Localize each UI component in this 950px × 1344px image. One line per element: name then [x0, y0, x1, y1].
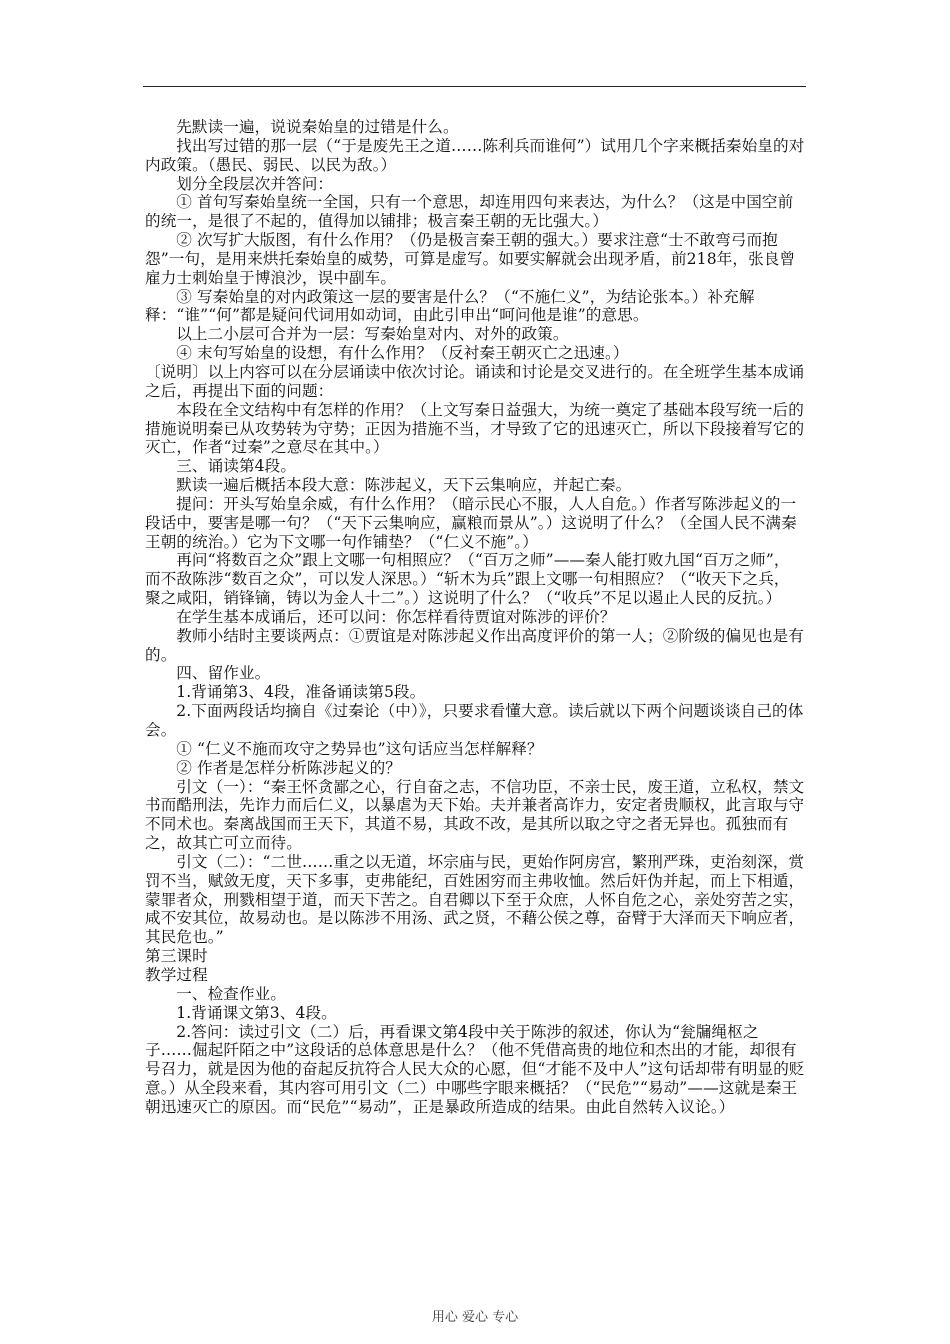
paragraph: 引文（二）：“二世……重之以无道，坏宗庙与民，更始作阿房宫，繁刑严珠，吏治刻深，赏罚不当，赋敛无度，天下多事，吏弗能纪，百姓困穷而主弗收恤。然后奸伪并起，而上下相遁，蒙罪者众，刑戮相望于道，而天下苦之。自君卿以下至于众庶，人怀自危之心，亲处穷苦之实，咸不安其位，故易动也。是以陈涉不用汤、武之贤，不藉公侯之尊，奋臂于大泽而天下响应者，其民危也。”: [145, 852, 805, 947]
paragraph: 本段在全文结构中有怎样的作用？（上文写秦日益强大，为统一奠定了基础本段写统一后的措施说明秦已从攻势转为守势；正因为措施不当，才导致了它的迅速灭亡，所以下段接着写它的灭亡，作者“过秦”之意尽在其中。）: [145, 400, 805, 457]
paragraph: 教学过程: [145, 965, 208, 984]
paragraph: ① 首句写秦始皇统一全国，只有一个意思，却连用四句来表达，为什么？（这是中国空前的统一，是很了不起的，值得加以铺排；极言秦王朝的无比强大。）: [145, 193, 794, 231]
paragraph: 1.背诵课文第3、4段。: [176, 1003, 337, 1022]
paragraph: ④ 末句写始皇的设想，有什么作用？（反衬秦王朝灭亡之迅速。）: [176, 344, 629, 363]
document-body: [145, 118, 805, 1117]
paragraph: ③ 写秦始皇的对内政策这一层的要害是什么？（“不施仁义”，为结论张本。）补充解释：“谁”“何”都是疑问代词用如动词，由此引申出“呵问他是谁”的意思。: [145, 287, 755, 325]
page-footer: 用心 爱心 专心: [431, 1310, 519, 1325]
paragraph: 在学生基本成诵后，还可以问：你怎样看待贾谊对陈涉的评价？: [176, 607, 616, 626]
paragraph: ② 作者是怎样分析陈涉起义的？: [176, 758, 401, 777]
paragraph: 默读一遍后概括本段大意：陈涉起义，天下云集响应，并起亡秦。: [176, 476, 632, 495]
paragraph: 再问“将数百之众”跟上文哪一句相照应？（“百万之师”——秦人能打败九国“百万之师”，而不敌陈涉“数百之众”，可以发人深思。）“斩木为兵”跟上文哪一句相照应？（“收天下之兵，聚之咸阳，销锋镝，铸以为金人十二”。）这说明了什么？（“收兵”不足以遏止人民的反抗。）: [145, 551, 790, 608]
paragraph: 1.背诵第3、4段，准备诵读第5段。: [176, 683, 426, 702]
paragraph: 划分全段层次并答问：: [176, 174, 334, 193]
paragraph: 四、留作业。: [176, 664, 271, 683]
paragraph: 2.下面两段话均摘自《过秦论（中）》，只要求看懂大意。读后就以下两个问题谈谈自己的体会。: [145, 702, 804, 739]
paragraph: 先默读一遍，说说秦始皇的过错是什么。: [176, 118, 459, 136]
paragraph: 一、检查作业。: [176, 984, 287, 1003]
paragraph: ② 次写扩大版图，有什么作用？（仍是极言秦王朝的强大。）要求注意“士不敢弯弓而抱怨”一句，是用来烘托秦始皇的威势，可算是虚写。如要实解就会出现矛盾，前218年，张良曾雇力士刺始皇于博浪沙，误中副车。: [145, 231, 796, 287]
paragraph: 找出写过错的那一层（“于是废先王之道……陈利兵而谁何”）试用几个字来概括秦始皇的对内政策。（愚民、弱民、以民为敌。）: [145, 136, 805, 174]
paragraph: 提问：开头写始皇余威，有什么作用？（暗示民心不服，人人自危。）作者写陈涉起义的一段话中，要害是哪一句？（“天下云集响应，赢粮而景从”。）这说明了什么？（全国人民不满秦王朝的统治。）它为下文哪一句作铺垫？（“仁义不施”。）: [145, 494, 797, 551]
paragraph: 教师小结时主要谈两点：①贾谊是对陈涉起义作出高度评价的第一人；②阶级的偏见也是有的。: [145, 626, 804, 664]
paragraph: ① “仁义不施而攻守之势异也”这句话应当怎样解释？: [176, 739, 543, 758]
paragraph: 2.答问：读过引文（二）后，再看课文第4段中关于陈涉的叙述，你认为“瓮牖绳枢之子……倔起阡陌之中”这段话的总体意思是什么？（他不凭借高贵的地位和杰出的才能，却很有号召力，就是因为他的奋起反抗符合人民大众的心愿，但“才能不及中人”这句话却带有明显的贬意。）从全段来看，其内容可用引文（二）中哪些字眼来概括？（“民危”“易动”——这就是秦王朝迅速灭亡的原因。而“民危”“易动”，正是暴政所造成的结果。由此自然转入议论。）: [145, 1022, 805, 1116]
paragraph: 〔说明〕以上内容可以在分层诵读中依次讨论。诵读和讨论是交叉进行的。在全班学生基本成诵之后，再提出下面的问题：: [145, 362, 805, 400]
paragraph: 以上二小层可合并为一层：写秦始皇对内、对外的政策。: [176, 325, 569, 344]
paragraph: 引文（一）：“秦王怀贪鄙之心，行自奋之志，不信功臣，不亲士民，废王道，立私权，禁文书而酷刑法，先诈力而后仁义，以暴虐为天下始。夫并兼者高诈力，安定者贵顺权，此言取与守不同术也。秦离战国而王天下，其道不易，其政不改，是其所以取之守之者无异也。孤独而有之，故其亡可立而待。: [145, 777, 805, 853]
paragraph: 三、诵读第4段。: [176, 457, 297, 476]
paragraph: 第三课时: [145, 947, 208, 966]
header-rule: [143, 86, 806, 87]
